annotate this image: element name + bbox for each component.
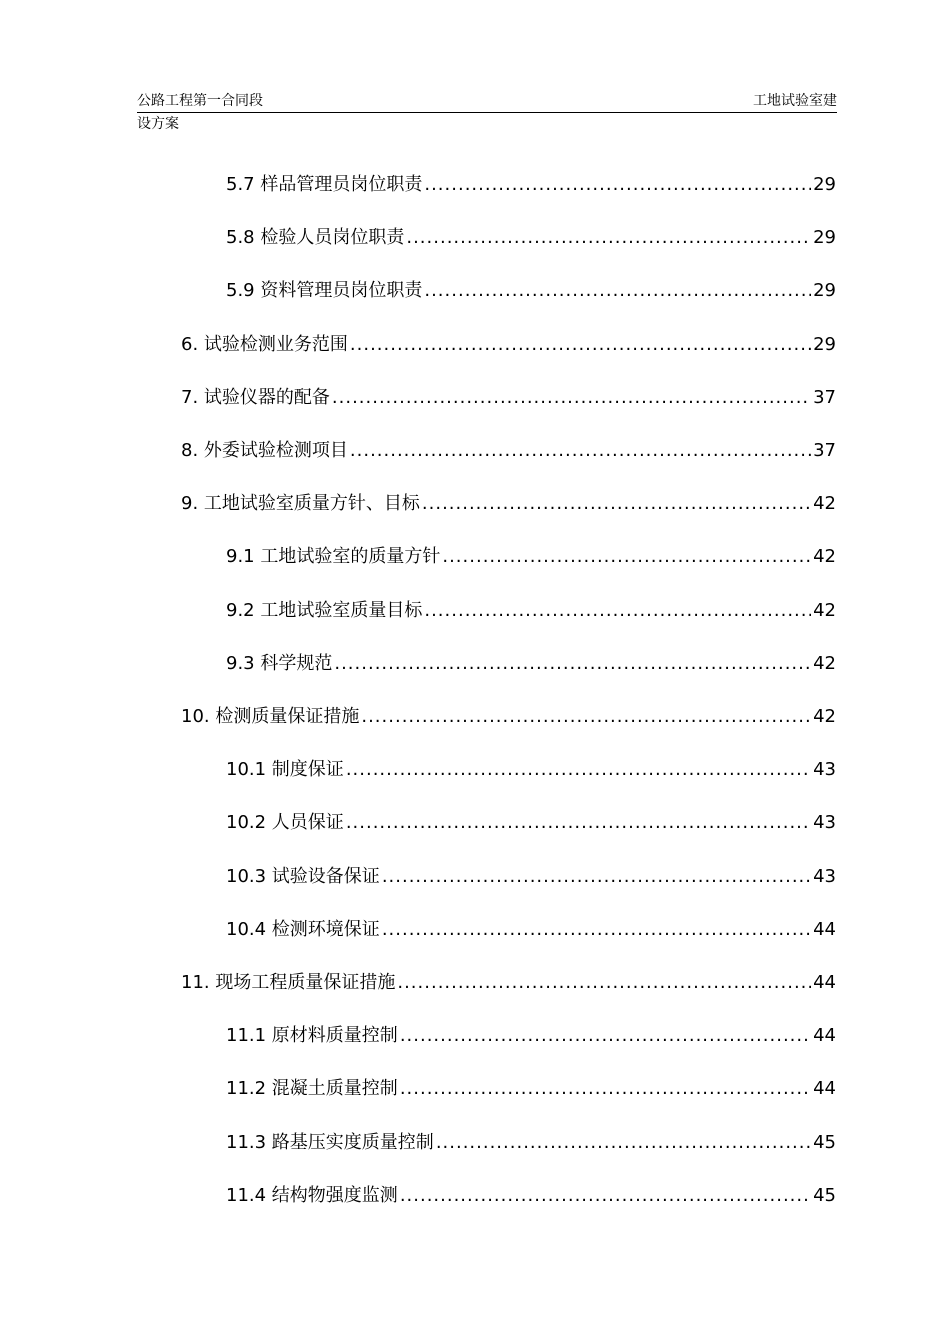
header-left-text: 公路工程第一合同段: [137, 93, 263, 109]
toc-dot-leader: [422, 491, 811, 517]
toc-entry-label: 8. 外委试验检测项目: [181, 440, 348, 461]
toc-entry[interactable]: [181, 970, 836, 996]
toc-dot-leader: [361, 704, 811, 730]
toc-entry[interactable]: [226, 172, 836, 198]
toc-entry-label: 9.1 工地试验室的质量方针: [226, 546, 441, 567]
toc-entry-page-number: 42: [813, 493, 836, 514]
toc-entry[interactable]: [226, 544, 836, 570]
toc-entry-label: 9.3 科学规范: [226, 653, 333, 674]
header-right-text: 工地试验室建: [753, 93, 837, 109]
toc-dot-leader: [400, 1183, 811, 1209]
toc-dot-leader: [332, 385, 811, 411]
toc-entry[interactable]: [226, 864, 836, 890]
toc-dot-leader: [350, 332, 811, 358]
toc-entry-page-number: 42: [813, 706, 836, 727]
toc-dot-leader: [400, 1023, 811, 1049]
toc-entry-label: 5.9 资料管理员岗位职责: [226, 280, 423, 301]
toc-entry-label: 9. 工地试验室质量方针、目标: [181, 493, 420, 514]
toc-entry-page-number: 29: [813, 334, 836, 355]
toc-entry-label: 10.2 人员保证: [226, 812, 344, 833]
toc-entry[interactable]: [181, 491, 836, 517]
toc-entry-page-number: 44: [813, 1078, 836, 1099]
page-header: [137, 90, 837, 135]
toc-entry-page-number: 37: [813, 440, 836, 461]
toc-entry-label: 5.8 检验人员岗位职责: [226, 227, 405, 248]
toc-entry[interactable]: [226, 1130, 836, 1156]
toc-entry-page-number: 29: [813, 174, 836, 195]
toc-entry[interactable]: [181, 704, 836, 730]
toc-entry[interactable]: [226, 1076, 836, 1102]
toc-entry-page-number: 42: [813, 600, 836, 621]
toc-entry-label: 11.4 结构物强度监测: [226, 1185, 398, 1206]
toc-entry-page-number: 45: [813, 1132, 836, 1153]
toc-entry-label: 10.3 试验设备保证: [226, 866, 380, 887]
header-rule-line: [137, 90, 837, 113]
toc-entry-label: 7. 试验仪器的配备: [181, 387, 330, 408]
toc-dot-leader: [400, 1076, 811, 1102]
toc-dot-leader: [382, 917, 811, 943]
header-continuation-text: 设方案: [137, 116, 179, 132]
toc-dot-leader: [334, 651, 811, 677]
toc-dot-leader: [382, 864, 811, 890]
toc-entry-label: 5.7 样品管理员岗位职责: [226, 174, 423, 195]
toc-entry[interactable]: [226, 278, 836, 304]
toc-entry-page-number: 43: [813, 812, 836, 833]
toc-dot-leader: [350, 438, 811, 464]
toc-entry-label: 10.4 检测环境保证: [226, 919, 380, 940]
toc-entry-label: 11.3 路基压实度质量控制: [226, 1132, 434, 1153]
toc-dot-leader: [346, 810, 811, 836]
toc-entry-page-number: 37: [813, 387, 836, 408]
toc-dot-leader: [424, 172, 811, 198]
toc-entry-label: 11.1 原材料质量控制: [226, 1025, 398, 1046]
toc-dot-leader: [406, 225, 811, 251]
toc-dot-leader: [424, 598, 811, 624]
toc-entry[interactable]: [226, 757, 836, 783]
toc-dot-leader: [436, 1130, 811, 1156]
toc-entry-label: 9.2 工地试验室质量目标: [226, 600, 423, 621]
toc-dot-leader: [346, 757, 811, 783]
toc-entry-page-number: 42: [813, 653, 836, 674]
toc-entry-page-number: 44: [813, 919, 836, 940]
toc-entry-page-number: 44: [813, 972, 836, 993]
toc-entry[interactable]: [226, 810, 836, 836]
toc-dot-leader: [442, 544, 811, 570]
toc-entry-label: 10. 检测质量保证措施: [181, 706, 360, 727]
toc-entry-label: 6. 试验检测业务范围: [181, 334, 348, 355]
toc-entry[interactable]: [226, 225, 836, 251]
toc-entry[interactable]: [226, 1183, 836, 1209]
toc-entry-page-number: 29: [813, 227, 836, 248]
toc-entry-page-number: 29: [813, 280, 836, 301]
toc-dot-leader: [424, 278, 811, 304]
toc-entry-page-number: 43: [813, 759, 836, 780]
toc-entry-page-number: 43: [813, 866, 836, 887]
toc-entry[interactable]: [226, 1023, 836, 1049]
toc-entry-page-number: 44: [813, 1025, 836, 1046]
toc-entry-page-number: 45: [813, 1185, 836, 1206]
toc-entry[interactable]: [226, 598, 836, 624]
toc-dot-leader: [397, 970, 811, 996]
toc-entry-label: 11.2 混凝土质量控制: [226, 1078, 398, 1099]
toc-entry-label: 10.1 制度保证: [226, 759, 344, 780]
toc-entry[interactable]: [226, 651, 836, 677]
toc-entry[interactable]: [181, 385, 836, 411]
toc-entry-label: 11. 现场工程质量保证措施: [181, 972, 396, 993]
toc-entry-page-number: 42: [813, 546, 836, 567]
toc-entry[interactable]: [181, 438, 836, 464]
toc-entry[interactable]: [226, 917, 836, 943]
toc-entry[interactable]: [181, 332, 836, 358]
